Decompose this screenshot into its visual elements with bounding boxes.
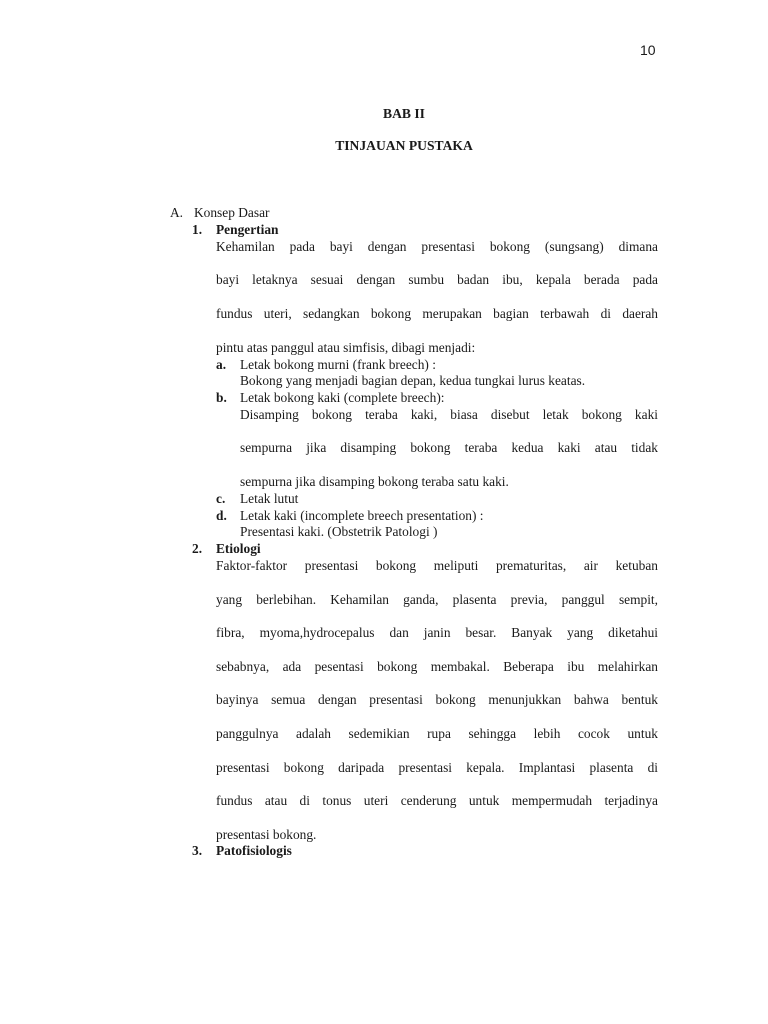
paragraph-line: fibra, myoma,hydrocepalus dan janin besar. Banyak yang diketahui — [216, 625, 658, 640]
paragraph-line: sebabnya, ada pesentasi bokong membakal. Beberapa ibu melahirkan — [216, 659, 658, 674]
list-label: b. — [216, 390, 227, 405]
list-item-text: sempurna jika disamping bokong teraba kedua kaki atau tidak — [240, 440, 658, 455]
section-title: Konsep Dasar — [194, 205, 270, 220]
paragraph-line: Faktor-faktor presentasi bokong meliputi prematuritas, air ketuban — [216, 558, 658, 573]
paragraph-line: yang berlebihan. Kehamilan ganda, plasenta previa, panggul sempit, — [216, 592, 658, 607]
chapter-title: TINJAUAN PUSTAKA — [335, 138, 473, 153]
subsection-number: 2. — [192, 541, 203, 556]
list-item-text: Bokong yang menjadi bagian depan, kedua tungkai lurus keatas. — [240, 373, 586, 388]
subsection-title: Patofisiologis — [216, 843, 292, 858]
list-item-text: sempurna jika disamping bokong teraba satu kaki. — [240, 474, 509, 489]
list-item-title: Letak bokong kaki (complete breech): — [240, 390, 445, 405]
list-label: d. — [216, 508, 227, 523]
page-number: 10 — [640, 42, 656, 58]
chapter-heading: BAB II — [383, 106, 425, 121]
subsection-title: Etiologi — [216, 541, 261, 556]
paragraph-line: bayinya semua dengan presentasi bokong menunjukkan bahwa bentuk — [216, 692, 658, 707]
paragraph-line: Kehamilan pada bayi dengan presentasi bokong (sungsang) dimana — [216, 239, 658, 254]
paragraph-line: fundus uteri, sedangkan bokong merupakan bagian terbawah di daerah — [216, 306, 658, 321]
list-label: c. — [216, 491, 226, 506]
subsection-title: Pengertian — [216, 222, 279, 237]
list-item-title: Letak kaki (incomplete breech presentation) : — [240, 508, 484, 523]
subsection-number: 1. — [192, 222, 203, 237]
list-item-title: Letak lutut — [240, 491, 299, 506]
list-label: a. — [216, 357, 227, 372]
paragraph-line: presentasi bokong daripada presentasi kepala. Implantasi plasenta di — [216, 760, 658, 775]
paragraph-line: panggulnya adalah sedemikian rupa sehingga lebih cocok untuk — [216, 726, 658, 741]
paragraph-line: pintu atas panggul atau simfisis, dibagi menjadi: — [216, 340, 476, 355]
list-item-title: Letak bokong murni (frank breech) : — [240, 357, 436, 372]
subsection-number: 3. — [192, 843, 203, 858]
paragraph-line: fundus atau di tonus uteri cenderung untuk mempermudah terjadinya — [216, 793, 658, 808]
list-item-text: Disamping bokong teraba kaki, biasa disebut letak bokong kaki — [240, 407, 658, 422]
list-item-text: Presentasi kaki. (Obstetrik Patologi ) — [240, 524, 438, 539]
paragraph-line: presentasi bokong. — [216, 827, 317, 842]
section-letter: A. — [170, 205, 184, 220]
paragraph-line: bayi letaknya sesuai dengan sumbu badan ibu, kepala berada pada — [216, 272, 658, 287]
